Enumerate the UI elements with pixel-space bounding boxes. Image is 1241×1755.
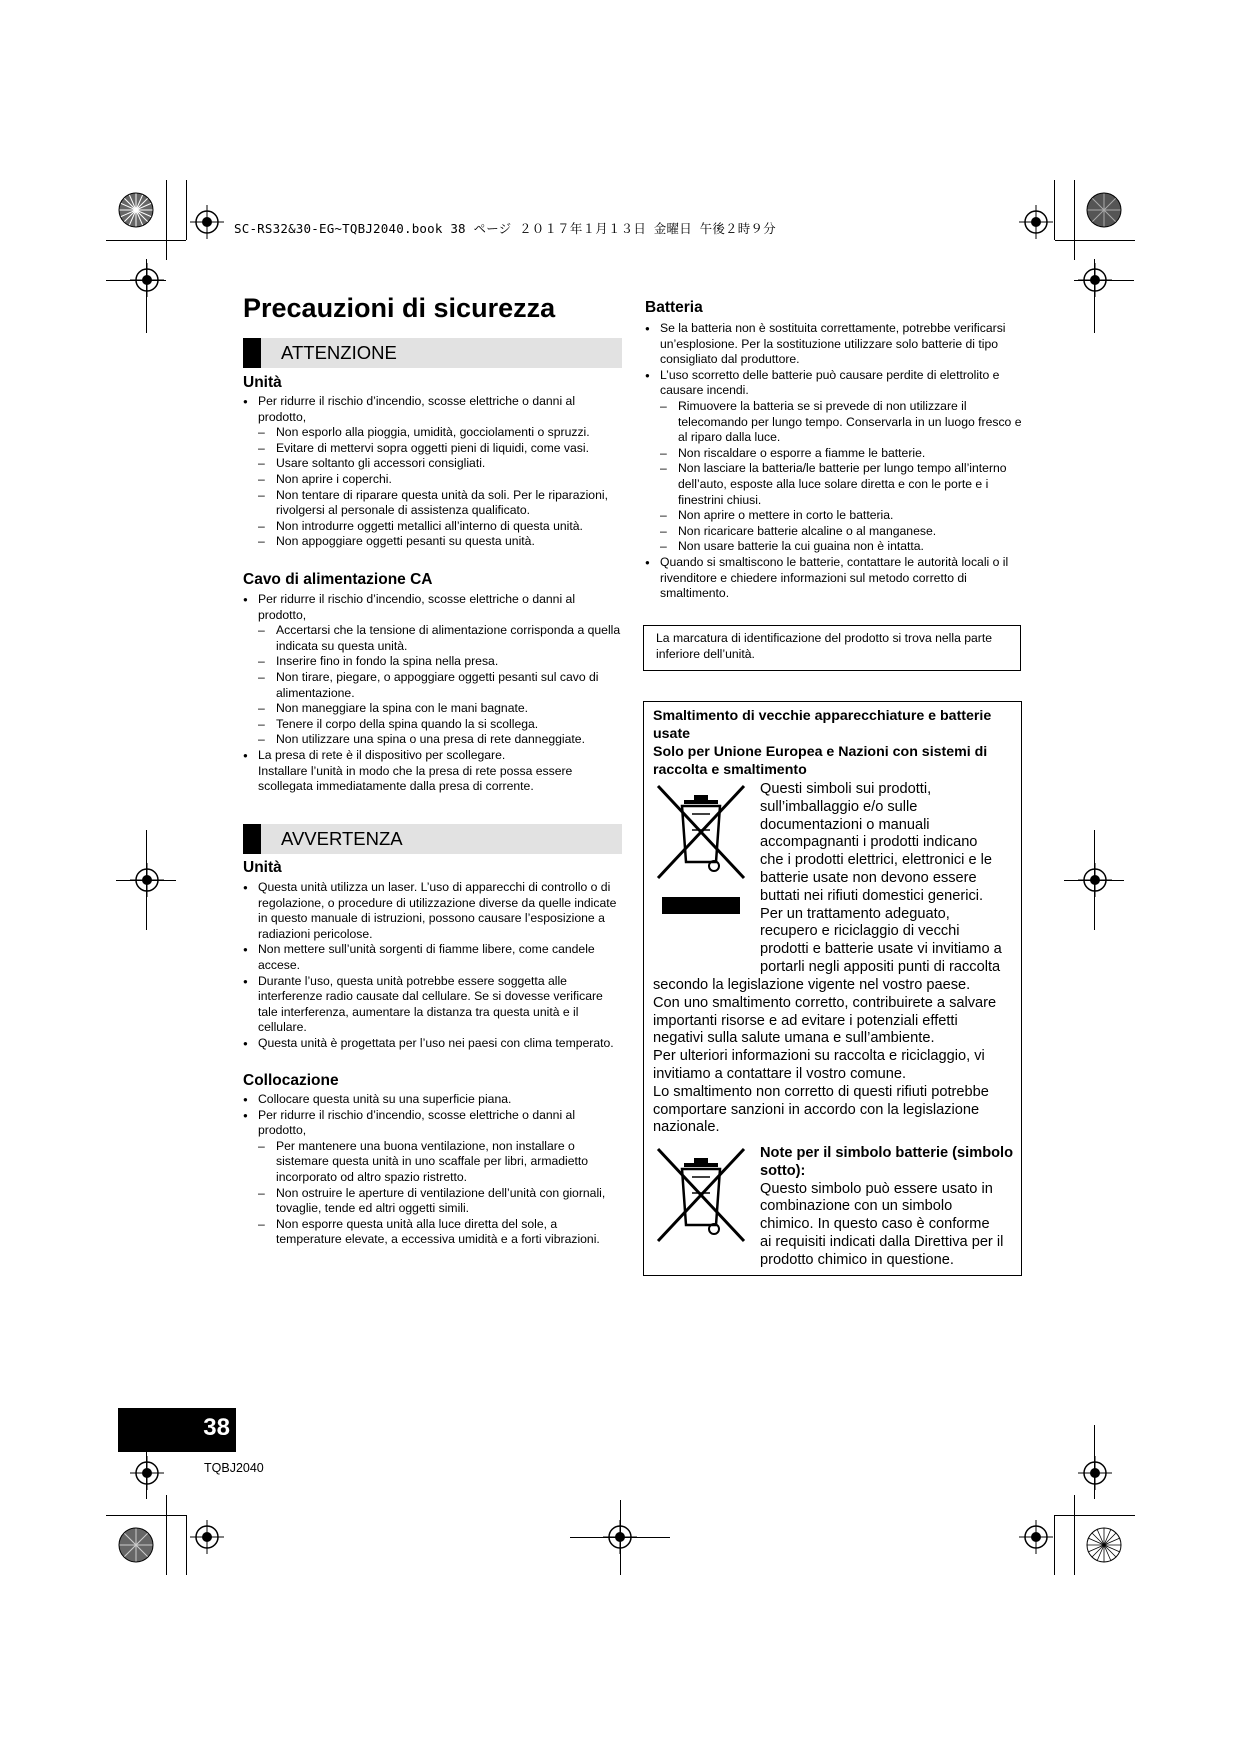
crossed-bin-icon: [654, 782, 748, 914]
weee-wrap-text: [760, 781, 1018, 977]
weee-full-text: [653, 977, 1017, 1137]
avvertenza-unita-list: [243, 880, 625, 1052]
list-item: – Evitare di mettervi sopra oggetti pieni di liquidi, come vasi.: [243, 441, 625, 457]
collocazione-list: [243, 1092, 625, 1248]
list-item: – Non riscaldare o esporre a fiamme le batterie.: [645, 446, 1025, 462]
text-line: Per ulteriori informazioni su raccolta e riciclaggio, vi: [653, 1048, 985, 1065]
text-line: Questi simboli sui prodotti,: [760, 781, 932, 797]
list-item: – Non lasciare la batteria/le batterie per lungo tempo all’interno dell’auto, esposte alla luce solare diretta e con le porte e i finestrini chiusi.: [645, 461, 1025, 508]
text-line: secondo la legislazione vigente nel vostro paese.: [653, 977, 971, 993]
registration-mark-icon: [1078, 263, 1112, 297]
battery-note: [760, 1145, 1018, 1270]
list-item: – Non utilizzare una spina o una presa di rete danneggiate.: [243, 732, 625, 748]
text-line: comportare sanzioni in accordo con la legislazione: [653, 1101, 980, 1118]
text-line: Per un trattamento adeguato,: [760, 905, 950, 922]
text-line: nazionale.: [653, 1119, 720, 1136]
text-line: importanti risorse e ad evitare i potenziali effetti: [653, 1012, 958, 1029]
text-line: Questo simbolo può essere usato in: [760, 1180, 993, 1197]
registration-mark-icon: [1078, 863, 1112, 897]
list-item: ● Questa unità utilizza un laser. L’uso di apparecchi di controllo o di regolazione, o procedure di utilizzazione diverse da quelle indicate in questo manuale di istruzioni, possono causare l’esposizione a radiazioni pericolose.: [243, 880, 625, 942]
print-header: SC-RS32&30-EG~TQBJ2040.book 38 ページ ２０１７年１月１３日 金曜日 午後２時９分: [234, 221, 776, 236]
text-line: prodotto chimico in questione.: [760, 1251, 954, 1268]
text-line: Con uno smaltimento corretto, contribuirete a salvare: [653, 994, 997, 1011]
list-item: – Non maneggiare la spina con le mani bagnate.: [243, 701, 625, 717]
text-line: invitiamo a contattare il vostro comune.: [653, 1065, 907, 1082]
section-marker: [243, 338, 261, 368]
list-item: ● Quando si smaltiscono le batterie, contattare le autorità locali o il rivenditore e chiedere informazioni sul metodo corretto di smaltimento.: [645, 555, 1025, 602]
list-item: – Non ostruire le aperture di ventilazione dell’unità con giornali, tovaglie, tende ed altri oggetti simili.: [243, 1186, 625, 1217]
text-line: chimico. In questo caso è conforme: [760, 1216, 990, 1233]
list-item: – Non ricaricare batterie alcaline o al manganese.: [645, 524, 1025, 540]
list-item: – Rimuovere la batteria se si prevede di non utilizzare il telecomando per lungo tempo. Conservarla in un luogo fresco e al riparo dalla luce.: [645, 399, 1025, 446]
list-item: Installare l’unità in modo che la presa di rete possa essere scollegata immediatamente dalla presa di corrente.: [258, 763, 573, 794]
list-item: – Non esporlo alla pioggia, umidità, gocciolamenti o spruzzi.: [243, 425, 625, 441]
unita-heading: Unità: [243, 374, 282, 391]
weee-title-line2: Solo per Unione Europea e Nazioni con sistemi di raccolta e smaltimento: [653, 744, 988, 778]
text-line: sull’imballaggio e/o sulle: [760, 798, 918, 815]
registration-mark-icon: [130, 1456, 164, 1490]
text-line: negativi sulla salute umana e sull’ambiente.: [653, 1030, 935, 1047]
section-marker: [243, 824, 261, 854]
list-item: – Inserire fino in fondo la spina nella presa.: [243, 654, 625, 670]
list-item: ● Per ridurre il rischio d’incendio, scosse elettriche o danni al prodotto,: [243, 394, 625, 425]
cavo-heading: Cavo di alimentazione CA: [243, 571, 433, 588]
registration-mark-icon: [130, 263, 164, 297]
attenzione-label: ATTENZIONE: [281, 342, 397, 363]
color-rosette-icon: [1086, 1527, 1122, 1563]
page-number-box: [118, 1408, 236, 1452]
attenzione-section-bar: [243, 338, 622, 368]
list-item: – Tenere il corpo della spina quando la si scollega.: [243, 717, 625, 733]
list-item: ● Durante l’uso, questa unità potrebbe essere soggetta alle interferenze radio causate dal cellulare. Se si dovesse verificare tale interferenza, aumentare la distanza tra questa unità e il cellulare.: [243, 974, 625, 1036]
collocazione-heading: Collocazione: [243, 1072, 339, 1089]
unita-heading: Unità: [243, 859, 282, 876]
text-line: ai requisiti indicati dalla Direttiva per il: [760, 1233, 1004, 1250]
avvertenza-label: AVVERTENZA: [281, 828, 403, 849]
list-item: – Accertarsi che la tensione di alimentazione corrisponda a quella indicata su questa unità.: [243, 623, 625, 654]
weee-title: [653, 707, 1013, 779]
weee-disposal-box: [643, 701, 1022, 1276]
list-item: – Non usare batterie la cui guaina non è intatta.: [645, 539, 1025, 555]
crossed-bin-battery-icon: [654, 1145, 748, 1245]
weee-title-line1: Smaltimento di vecchie apparecchiature e batterie usate: [653, 708, 992, 742]
registration-mark-icon: [190, 1520, 224, 1554]
list-item: ● Per ridurre il rischio d’incendio, scosse elettriche o danni al prodotto,: [243, 592, 625, 623]
attenzione-unita-list: [243, 394, 625, 550]
list-item: ● L’uso scorretto delle batterie può causare perdite di elettrolito e causare incendi.: [645, 368, 1025, 399]
list-item: ● Non mettere sull’unità sorgenti di fiamme libere, come candele accese.: [243, 942, 625, 973]
color-rosette-icon: [1086, 192, 1122, 228]
list-item: ● Se la batteria non è sostituita correttamente, potrebbe verificarsi un’esplosione. Per la sostituzione utilizzare solo batterie di tipo consigliato dal produttore.: [645, 321, 1025, 368]
document-code: TQBJ2040: [204, 1461, 264, 1475]
attenzione-cavo-list: [243, 592, 625, 795]
page-number: 38: [203, 1414, 230, 1441]
list-item: – Non tentare di riparare questa unità da soli. Per le riparazioni, rivolgersi al personale di assistenza qualificato.: [243, 488, 625, 519]
list-item: ● La presa di rete è il dispositivo per scollegare.: [243, 748, 625, 764]
registration-mark-icon: [603, 1520, 637, 1554]
registration-mark-icon: [1019, 205, 1053, 239]
registration-mark-icon: [130, 863, 164, 897]
text-line: che i prodotti elettrici, elettronici e le: [760, 852, 992, 869]
text-line: prodotti e batterie usate vi invitiamo a: [760, 941, 1002, 958]
color-rosette-icon: [118, 1527, 154, 1563]
list-item: – Non tirare, piegare, o appoggiare oggetti pesanti sul cavo di alimentazione.: [243, 670, 625, 701]
text-line: documentazioni o manuali: [760, 816, 930, 833]
marcatura-box: La marcatura di identificazione del prodotto si trova nella parte inferiore dell’unità.: [643, 625, 1021, 671]
battery-note-title: Note per il simbolo batterie (simbolo sotto):: [760, 1145, 1013, 1179]
list-item: – Non appoggiare oggetti pesanti su questa unità.: [243, 534, 625, 550]
list-item: – Non aprire o mettere in corto le batteria.: [645, 508, 1025, 524]
text-line: buttati nei rifiuti domestici generici.: [760, 887, 984, 904]
registration-mark-icon: [1019, 1520, 1053, 1554]
registration-mark-icon: [1078, 1456, 1112, 1490]
text-line: accompagnanti i prodotti indicano: [760, 834, 978, 851]
registration-mark-icon: [190, 205, 224, 239]
list-item: ● Questa unità è progettata per l’uso nei paesi con clima temperato.: [243, 1036, 625, 1052]
list-item: – Non introdurre oggetti metallici all’interno di questa unità.: [243, 519, 625, 535]
batteria-list: [645, 321, 1025, 602]
text-line: recupero e riciclaggio di vecchi: [760, 923, 960, 940]
list-item: ● Per ridurre il rischio d’incendio, scosse elettriche o danni al prodotto,: [243, 1108, 625, 1139]
list-item: ● Collocare questa unità su una superficie piana.: [243, 1092, 625, 1108]
text-line: portarli negli appositi punti di raccolta: [760, 958, 1001, 975]
text-line: combinazione con un simbolo: [760, 1198, 953, 1215]
avvertenza-section-bar: [243, 824, 622, 854]
text-line: batterie usate non devono essere: [760, 869, 977, 886]
page-title: Precauzioni di sicurezza: [243, 293, 556, 323]
list-item: – Per mantenere una buona ventilazione, non installare o sistemare questa unità in uno scaffale per libri, armadietto incorporato od altro spazio ristretto.: [243, 1139, 625, 1186]
text-line: Lo smaltimento non corretto di questi rifiuti potrebbe: [653, 1083, 989, 1100]
list-item: – Usare soltanto gli accessori consigliati.: [243, 456, 625, 472]
batteria-heading: Batteria: [645, 299, 703, 316]
list-item: – Non esporre questa unità alla luce diretta del sole, a temperature elevate, a eccessiva umidità e a forti vibrazioni.: [243, 1217, 625, 1248]
color-rosette-icon: [118, 192, 154, 228]
list-item: – Non aprire i coperchi.: [243, 472, 625, 488]
